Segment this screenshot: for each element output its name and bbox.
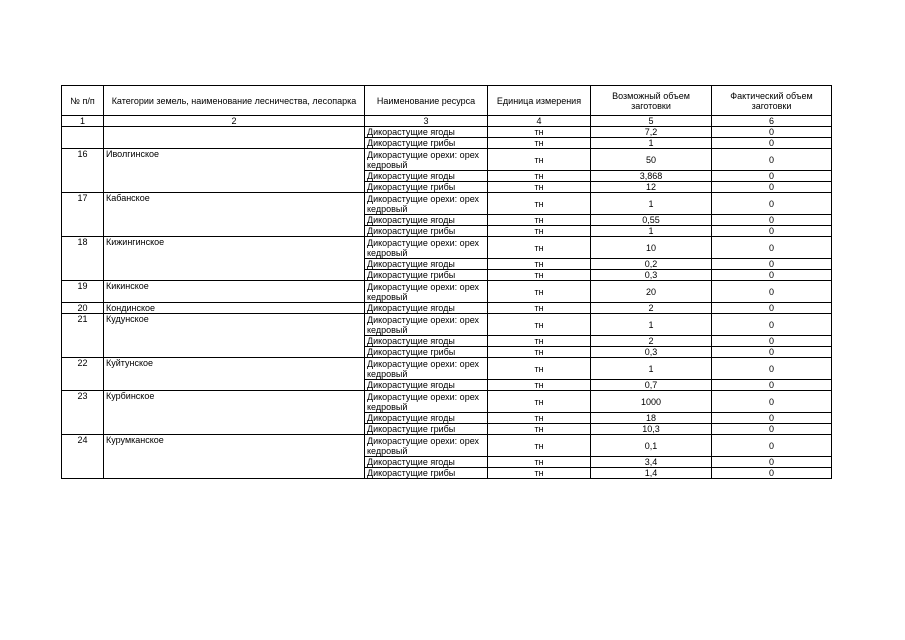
actual-volume: 0 <box>712 413 832 424</box>
possible-volume: 7,2 <box>591 127 712 138</box>
unit: тн <box>488 435 591 457</box>
resource-name: Дикорастущие грибы <box>365 182 488 193</box>
row-number: 22 <box>62 358 104 391</box>
unit: тн <box>488 391 591 413</box>
resource-name: Дикорастущие орехи: орех кедровый <box>365 358 488 380</box>
resource-name: Дикорастущие грибы <box>365 138 488 149</box>
row-number: 18 <box>62 237 104 281</box>
actual-volume: 0 <box>712 457 832 468</box>
row-number: 24 <box>62 435 104 479</box>
forestry-name: Кижингинское <box>104 237 365 281</box>
possible-volume: 0,3 <box>591 270 712 281</box>
resource-name: Дикорастущие орехи: орех кедровый <box>365 149 488 171</box>
unit: тн <box>488 182 591 193</box>
actual-volume: 0 <box>712 358 832 380</box>
possible-volume: 2 <box>591 336 712 347</box>
forest-resources-table <box>61 85 832 479</box>
column-number: 4 <box>488 116 591 127</box>
table-row <box>62 149 832 171</box>
possible-volume: 20 <box>591 281 712 303</box>
unit: тн <box>488 314 591 336</box>
actual-volume: 0 <box>712 270 832 281</box>
resource-name: Дикорастущие орехи: орех кедровый <box>365 193 488 215</box>
table-row <box>62 193 832 215</box>
unit: тн <box>488 281 591 303</box>
possible-volume: 1 <box>591 138 712 149</box>
actual-volume: 0 <box>712 237 832 259</box>
possible-volume: 10,3 <box>591 424 712 435</box>
actual-volume: 0 <box>712 182 832 193</box>
row-number: 17 <box>62 193 104 237</box>
unit: тн <box>488 193 591 215</box>
resource-name: Дикорастущие ягоды <box>365 259 488 270</box>
resource-name: Дикорастущие орехи: орех кедровый <box>365 281 488 303</box>
table-row <box>62 358 832 380</box>
unit: тн <box>488 237 591 259</box>
forestry-name: Кикинское <box>104 281 365 303</box>
header-resource: Наименование ресурса <box>365 86 488 116</box>
possible-volume: 1 <box>591 314 712 336</box>
possible-volume: 0,1 <box>591 435 712 457</box>
actual-volume: 0 <box>712 171 832 182</box>
table-body <box>62 116 832 479</box>
forestry-name: Куйтунское <box>104 358 365 391</box>
possible-volume: 3,868 <box>591 171 712 182</box>
actual-volume: 0 <box>712 303 832 314</box>
actual-volume: 0 <box>712 226 832 237</box>
unit: тн <box>488 358 591 380</box>
resource-name: Дикорастущие грибы <box>365 270 488 281</box>
unit: тн <box>488 149 591 171</box>
actual-volume: 0 <box>712 193 832 215</box>
resource-name: Дикорастущие грибы <box>365 468 488 479</box>
resource-name: Дикорастущие ягоды <box>365 413 488 424</box>
forestry-name: Кабанское <box>104 193 365 237</box>
possible-volume: 2 <box>591 303 712 314</box>
unit: тн <box>488 380 591 391</box>
possible-volume: 1 <box>591 358 712 380</box>
actual-volume: 0 <box>712 380 832 391</box>
resource-name: Дикорастущие орехи: орех кедровый <box>365 391 488 413</box>
table-row <box>62 435 832 457</box>
resource-name: Дикорастущие орехи: орех кедровый <box>365 237 488 259</box>
forestry-name: Курумканское <box>104 435 365 479</box>
header-row <box>62 86 832 116</box>
header-actual-volume: Фактический объем заготовки <box>712 86 832 116</box>
possible-volume: 0,55 <box>591 215 712 226</box>
possible-volume: 1 <box>591 226 712 237</box>
row-number: 16 <box>62 149 104 193</box>
column-number-row <box>62 116 832 127</box>
actual-volume: 0 <box>712 127 832 138</box>
possible-volume: 18 <box>591 413 712 424</box>
unit: тн <box>488 468 591 479</box>
actual-volume: 0 <box>712 347 832 358</box>
unit: тн <box>488 457 591 468</box>
possible-volume: 3,4 <box>591 457 712 468</box>
column-number: 6 <box>712 116 832 127</box>
actual-volume: 0 <box>712 468 832 479</box>
possible-volume: 1 <box>591 193 712 215</box>
row-number: 20 <box>62 303 104 314</box>
resource-name: Дикорастущие грибы <box>365 226 488 237</box>
actual-volume: 0 <box>712 314 832 336</box>
possible-volume: 10 <box>591 237 712 259</box>
forestry-name: Иволгинское <box>104 149 365 193</box>
resource-name: Дикорастущие орехи: орех кедровый <box>365 314 488 336</box>
actual-volume: 0 <box>712 336 832 347</box>
row-number: 23 <box>62 391 104 435</box>
possible-volume: 0,7 <box>591 380 712 391</box>
actual-volume: 0 <box>712 138 832 149</box>
unit: тн <box>488 413 591 424</box>
resource-name: Дикорастущие орехи: орех кедровый <box>365 435 488 457</box>
unit: тн <box>488 138 591 149</box>
unit: тн <box>488 226 591 237</box>
table-row <box>62 281 832 303</box>
table-row <box>62 127 832 138</box>
forestry-name: Курбинское <box>104 391 365 435</box>
resource-name: Дикорастущие ягоды <box>365 303 488 314</box>
unit: тн <box>488 215 591 226</box>
row-number <box>62 127 104 149</box>
column-number: 3 <box>365 116 488 127</box>
table-row <box>62 303 832 314</box>
possible-volume: 0,3 <box>591 347 712 358</box>
unit: тн <box>488 127 591 138</box>
header-possible-volume: Возможный объем заготовки <box>591 86 712 116</box>
unit: тн <box>488 347 591 358</box>
actual-volume: 0 <box>712 215 832 226</box>
header-unit: Единица измерения <box>488 86 591 116</box>
actual-volume: 0 <box>712 435 832 457</box>
row-number: 19 <box>62 281 104 303</box>
table-row <box>62 237 832 259</box>
resource-name: Дикорастущие грибы <box>365 347 488 358</box>
unit: тн <box>488 171 591 182</box>
header-category: Категории земель, наименование лесничества, лесопарка <box>104 86 365 116</box>
table-row <box>62 391 832 413</box>
resource-name: Дикорастущие ягоды <box>365 171 488 182</box>
column-number: 2 <box>104 116 365 127</box>
actual-volume: 0 <box>712 391 832 413</box>
resource-name: Дикорастущие ягоды <box>365 457 488 468</box>
actual-volume: 0 <box>712 259 832 270</box>
header-num: № п/п <box>62 86 104 116</box>
row-number: 21 <box>62 314 104 358</box>
resource-name: Дикорастущие ягоды <box>365 336 488 347</box>
possible-volume: 50 <box>591 149 712 171</box>
unit: тн <box>488 259 591 270</box>
unit: тн <box>488 424 591 435</box>
possible-volume: 0,2 <box>591 259 712 270</box>
table-row <box>62 314 832 336</box>
possible-volume: 1,4 <box>591 468 712 479</box>
forestry-name <box>104 127 365 149</box>
resource-name: Дикорастущие ягоды <box>365 380 488 391</box>
possible-volume: 12 <box>591 182 712 193</box>
forestry-name: Кондинское <box>104 303 365 314</box>
column-number: 1 <box>62 116 104 127</box>
resource-name: Дикорастущие ягоды <box>365 127 488 138</box>
resource-name: Дикорастущие ягоды <box>365 215 488 226</box>
resource-name: Дикорастущие грибы <box>365 424 488 435</box>
column-number: 5 <box>591 116 712 127</box>
possible-volume: 1000 <box>591 391 712 413</box>
actual-volume: 0 <box>712 281 832 303</box>
unit: тн <box>488 336 591 347</box>
unit: тн <box>488 303 591 314</box>
actual-volume: 0 <box>712 149 832 171</box>
actual-volume: 0 <box>712 424 832 435</box>
forestry-name: Кудунское <box>104 314 365 358</box>
unit: тн <box>488 270 591 281</box>
